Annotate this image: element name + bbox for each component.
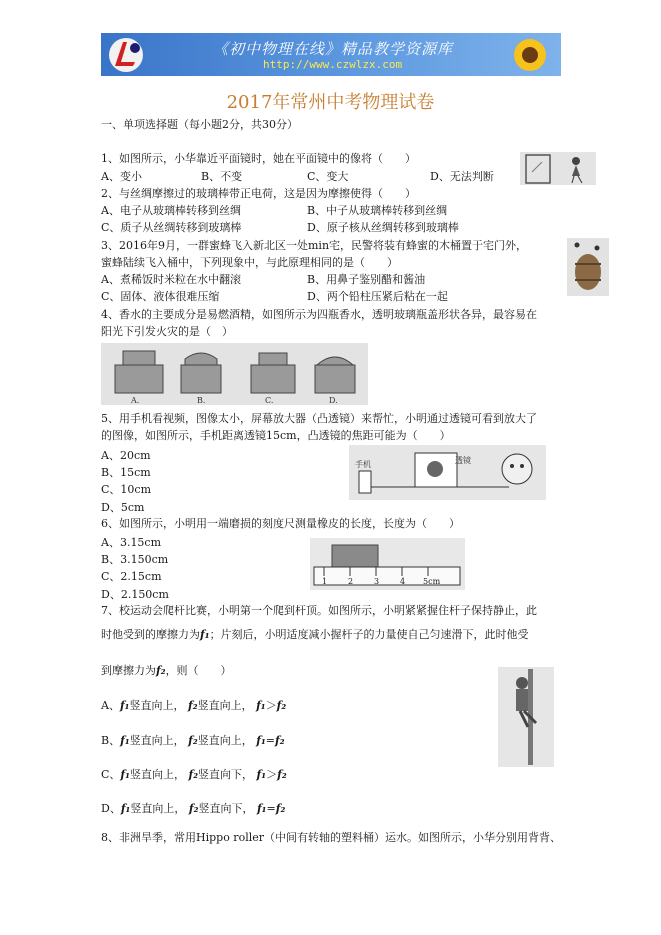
banner-title: 《初中物理在线》精品教学资源库 xyxy=(213,40,454,58)
q5-option-a: A、20cm xyxy=(101,449,151,462)
q2-option-c: C、质子从丝绸转移到玻璃棒 xyxy=(101,221,242,234)
q7-stem-line2b: ；片刻后，小明适度减小握杆子的力量使自己匀速滑下，此时他受 xyxy=(209,628,529,641)
q3-stem-line1: 3、2016年9月，一群蜜蜂飞入新北区一处min宅，民警将装有蜂蜜的木桶置于宅门外， xyxy=(101,239,528,252)
sunflower-icon xyxy=(507,35,553,75)
q5-option-d: D、5cm xyxy=(101,501,145,514)
q2-option-a: A、电子从玻璃棒转移到丝绸 xyxy=(101,204,241,217)
q1-option-d: D、无法判断 xyxy=(430,170,494,183)
q7-f2: f₂ xyxy=(156,664,166,677)
q4-stem-line2: 阳光下引发火灾的是（ ） xyxy=(101,325,233,338)
q5-option-c: C、10cm xyxy=(101,483,152,496)
section-heading: 一、单项选择题（每小题2分，共30分） xyxy=(101,118,298,131)
banner-url[interactable]: http://www.czwlzx.com xyxy=(263,58,403,71)
site-logo-icon xyxy=(107,36,145,74)
q6-option-c: C、2.15cm xyxy=(101,570,162,583)
q1-option-c: C、变大 xyxy=(307,170,349,183)
q7-stem-line3 xyxy=(101,664,232,678)
q7-option-c: C、f₁竖直向上， f₂竖直向下， f₁＞f₂ xyxy=(101,768,287,781)
q1-stem: 1、如图所示，小华靠近平面镜时，她在平面镜中的像将（ ） xyxy=(101,152,416,165)
q3-option-d: D、两个铅柱压紧后粘在一起 xyxy=(307,290,448,303)
q4-stem-line1: 4、香水的主要成分是易燃酒精，如图所示为四瓶香水，透明玻璃瓶盖形状各异，最容易在 xyxy=(101,308,537,321)
q5-stem-line2: 的图像，如图所示，手机距离透镜15cm，凸透镜的焦距可能为（ ） xyxy=(101,429,451,442)
q7-stem-line2 xyxy=(101,628,529,642)
q6-tick-2: 2 xyxy=(348,577,354,586)
q7-pole-climb-figure xyxy=(498,667,554,767)
q6-tick-3: 3 xyxy=(374,577,380,586)
q6-tick-5: 5cm xyxy=(423,577,441,586)
q3-option-a: A、煮稀饭时米粒在水中翻滚 xyxy=(101,273,241,286)
q4-label-b: B. xyxy=(197,396,206,405)
q7-stem-line2a: 时他受到的摩擦力为 xyxy=(101,628,200,641)
q4-perfume-figure xyxy=(101,343,368,405)
q6-tick-4: 4 xyxy=(400,577,406,586)
q5-option-b: B、15cm xyxy=(101,466,151,479)
q2-stem: 2、与丝绸摩擦过的玻璃棒带正电荷，这是因为摩擦使得（ ） xyxy=(101,187,416,200)
q4-label-c: C. xyxy=(265,396,274,405)
q3-option-c: C、固体、液体很难压缩 xyxy=(101,290,220,303)
q1-mirror-figure xyxy=(520,152,596,185)
q6-stem: 6、如图所示，小明用一端磨损的刻度尺测量橡皮的长度，长度为（ ） xyxy=(101,517,460,530)
q7-option-a: A、f₁竖直向上， f₂竖直向上， f₁＞f₂ xyxy=(101,699,287,712)
q5-lens-figure xyxy=(349,445,546,500)
q6-tick-1: 1 xyxy=(322,577,328,586)
q6-option-d: D、2.150cm xyxy=(101,588,169,601)
q3-option-b: B、用鼻子鉴别醋和酱油 xyxy=(307,273,426,286)
q7-stem-line1: 7、校运动会爬杆比赛，小明第一个爬到杆顶。如图所示，小明紧紧握住杆子保持静止，此 xyxy=(101,604,537,617)
q6-ruler-figure xyxy=(310,538,465,590)
q7-f1: f₁ xyxy=(200,628,210,641)
page-title: 2017年常州中考物理试卷 xyxy=(226,92,435,113)
q4-label-a: A. xyxy=(131,396,140,405)
q6-option-a: A、3.15cm xyxy=(101,536,162,549)
q3-barrel-figure xyxy=(567,238,609,296)
q3-stem-line2: 蜜蜂陆续飞入桶中，下列现象中，与此原理相同的是（ ） xyxy=(101,256,398,269)
q5-stem-line1: 5、用手机看视频，图像太小，屏幕放大器（凸透镜）来帮忙，小明通过透镜可看到放大了 xyxy=(101,412,537,425)
q7-option-b: B、f₁竖直向上， f₂竖直向上， f₁=f₂ xyxy=(101,734,285,747)
q7-option-d: D、f₁竖直向上， f₂竖直向下， f₁=f₂ xyxy=(101,802,286,815)
q5-fig-phone-label: 手机 xyxy=(355,460,371,469)
q1-option-a: A、变小 xyxy=(101,170,142,183)
q8-stem: 8、非洲旱季，常用Hippo roller（中间有转轴的塑料桶）运水。如图所示，小华分别用背背、 xyxy=(101,831,561,844)
q6-option-b: B、3.150cm xyxy=(101,553,169,566)
q7-stem-line3b: ，则（ ） xyxy=(165,664,232,677)
q4-label-d: D. xyxy=(329,396,338,405)
q7-stem-line3a: 到摩擦力为 xyxy=(101,664,156,677)
header-banner xyxy=(101,33,561,76)
q2-option-b: B、中子从玻璃棒转移到丝绸 xyxy=(307,204,448,217)
q2-option-d: D、原子核从丝绸转移到玻璃棒 xyxy=(307,221,459,234)
q5-fig-lens-label: 透镜 xyxy=(455,456,471,465)
q1-option-b: B、不变 xyxy=(201,170,243,183)
